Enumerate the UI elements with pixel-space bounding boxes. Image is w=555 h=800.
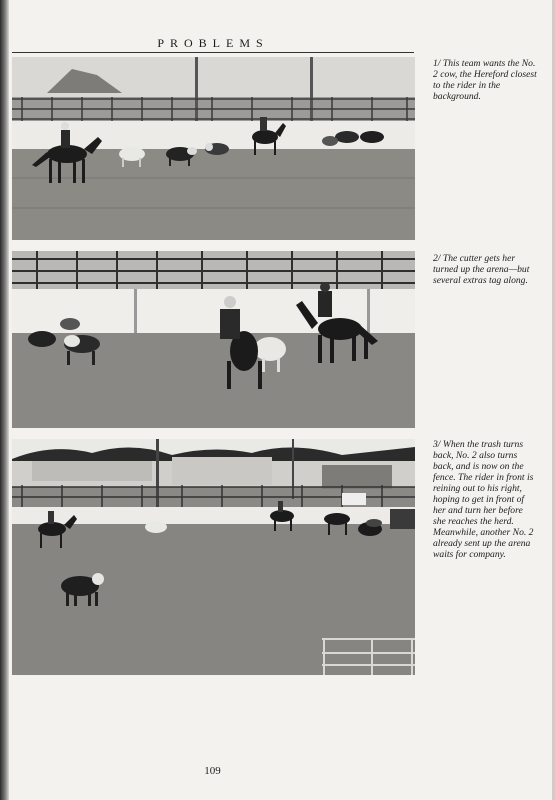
caption-2: 2/ The cutter gets her turned up the arena—but several extras tag along. — [433, 253, 530, 286]
running-header: PROBLEMS — [157, 36, 269, 50]
caption-3: 3/ When the trash turns back, No. 2 also turns back, and is now on the fence. The rider in front is reining out to his right, hoping to get in front of her and turn her before she reaches the herd. Meanwhile, another No. 2 already sent up the arena waits for company. — [433, 439, 534, 560]
photo-3 — [12, 439, 415, 675]
photo-1 — [12, 57, 415, 240]
page-number: 109 — [204, 765, 221, 777]
header-rule — [12, 52, 414, 53]
caption-1: 1/ This team wants the No. 2 cow, the Hereford closest to the rider in the background. — [433, 58, 537, 102]
binding-shadow — [0, 0, 9, 800]
photo-2 — [12, 251, 415, 428]
